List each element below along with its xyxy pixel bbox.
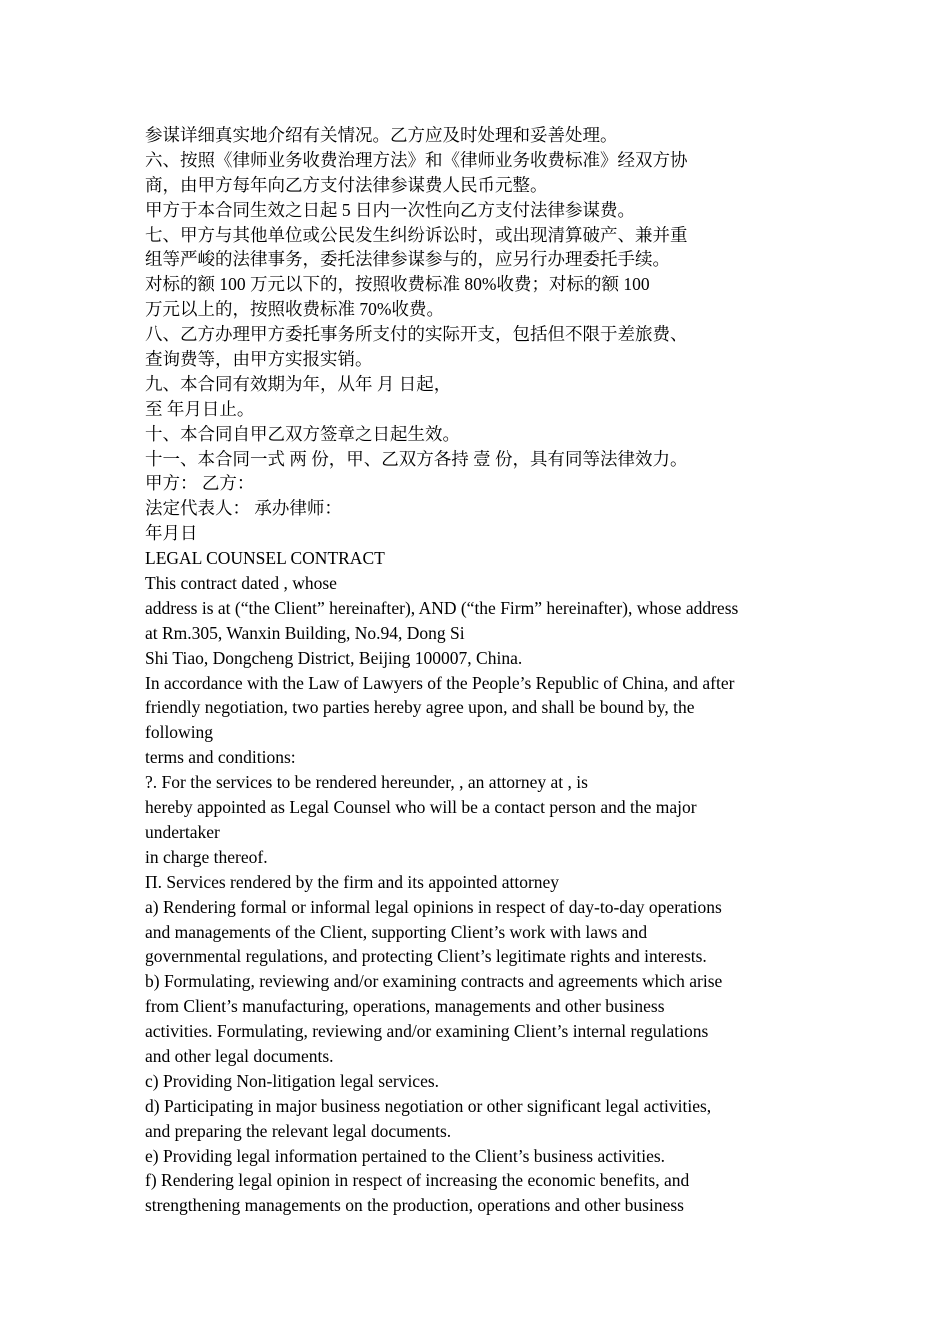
- text-line: and managements of the Client, supporting Client’s work with laws and: [145, 921, 648, 942]
- text-line: This contract dated , whose: [145, 573, 337, 594]
- text-line: ?. For the services to be rendered hereunder, , an attorney at , is: [145, 772, 588, 793]
- english-contract-title: LEGAL COUNSEL CONTRACT: [145, 548, 385, 569]
- signature-date-line: 年月日: [145, 523, 198, 544]
- text-line: 查询费等，由甲方实报实销。: [145, 349, 373, 370]
- signature-representatives-line: 法定代表人： 承办律师：: [145, 498, 342, 519]
- text-line: 万元以上的，按照收费标准 70%收费。: [145, 299, 444, 320]
- text-line: undertaker: [145, 821, 220, 842]
- text-line: following: [145, 722, 214, 743]
- text-line: 参谋详细真实地介绍有关情况。乙方应及时处理和妥善处理。: [145, 125, 618, 145]
- text-line: 至 年月日止。: [145, 398, 255, 419]
- text-line: from Client’s manufacturing, operations, managements and other business: [145, 996, 665, 1017]
- section-heading: Π. Services rendered by the firm and its appointed attorney: [145, 871, 560, 892]
- text-line: 商，由甲方每年向乙方支付法律参谋费人民币元整。: [145, 174, 548, 195]
- text-line: 八、乙方办理甲方委托事务所支付的实际开支，包括但不限于差旅费、: [145, 324, 688, 345]
- text-line: f) Rendering legal opinion in respect of increasing the economic benefits, and: [145, 1170, 690, 1191]
- text-line: 组等严峻的法律事务，委托法律参谋参与的，应另行办理委托手续。: [145, 249, 670, 270]
- text-line: 十、本合同自甲乙双方签章之日起生效。: [145, 423, 460, 444]
- text-line: b) Formulating, reviewing and/or examining contracts and agreements which arise: [145, 971, 723, 992]
- document-body: [145, 123, 825, 1218]
- text-line: in charge thereof.: [145, 846, 268, 867]
- text-line: 七、甲方与其他单位或公民发生纠纷诉讼时，或出现清算破产、兼并重: [145, 224, 688, 245]
- text-line: 九、本合同有效期为年，从年 月 日起，: [145, 373, 452, 394]
- text-line: and other legal documents.: [145, 1045, 334, 1066]
- text-line: governmental regulations, and protecting Client’s legitimate rights and interests.: [145, 946, 707, 967]
- text-line: address is at (“the Client” hereinafter), AND (“the Firm” hereinafter), whose address: [145, 597, 739, 618]
- text-line: hereby appointed as Legal Counsel who will be a contact person and the major: [145, 797, 697, 818]
- signature-parties-line: 甲方： 乙方：: [145, 473, 255, 494]
- text-line: In accordance with the Law of Lawyers of the People’s Republic of China, and after: [145, 672, 735, 693]
- text-line: 六、按照《律师业务收费治理方法》和《律师业务收费标准》经双方协: [145, 149, 688, 170]
- text-line: strengthening managements on the production, operations and other business: [145, 1195, 684, 1216]
- text-line: and preparing the relevant legal documents.: [145, 1120, 452, 1141]
- text-line: 甲方于本合同生效之日起 5 日内一次性向乙方支付法律参谋费。: [145, 199, 635, 220]
- text-line: e) Providing legal information pertained to the Client’s business activities.: [145, 1145, 666, 1166]
- text-line: activities. Formulating, reviewing and/or examining Client’s internal regulations: [145, 1021, 709, 1042]
- text-line: 对标的额 100 万元以下的，按照收费标准 80%收费；对标的额 100: [145, 274, 650, 295]
- text-line: 十一、本合同一式 两 份，甲、乙双方各持 壹 份，具有同等法律效力。: [145, 448, 688, 469]
- text-line: Shi Tiao, Dongcheng District, Beijing 100007, China.: [145, 647, 523, 668]
- text-line: d) Participating in major business negotiation or other significant legal activities,: [145, 1095, 712, 1116]
- text-line: a) Rendering formal or informal legal opinions in respect of day-to-day operations: [145, 896, 722, 917]
- text-line: terms and conditions:: [145, 747, 296, 768]
- text-line: at Rm.305, Wanxin Building, No.94, Dong Si: [145, 622, 465, 643]
- text-line: c) Providing Non-litigation legal services.: [145, 1070, 440, 1091]
- text-line: friendly negotiation, two parties hereby agree upon, and shall be bound by, the: [145, 697, 695, 718]
